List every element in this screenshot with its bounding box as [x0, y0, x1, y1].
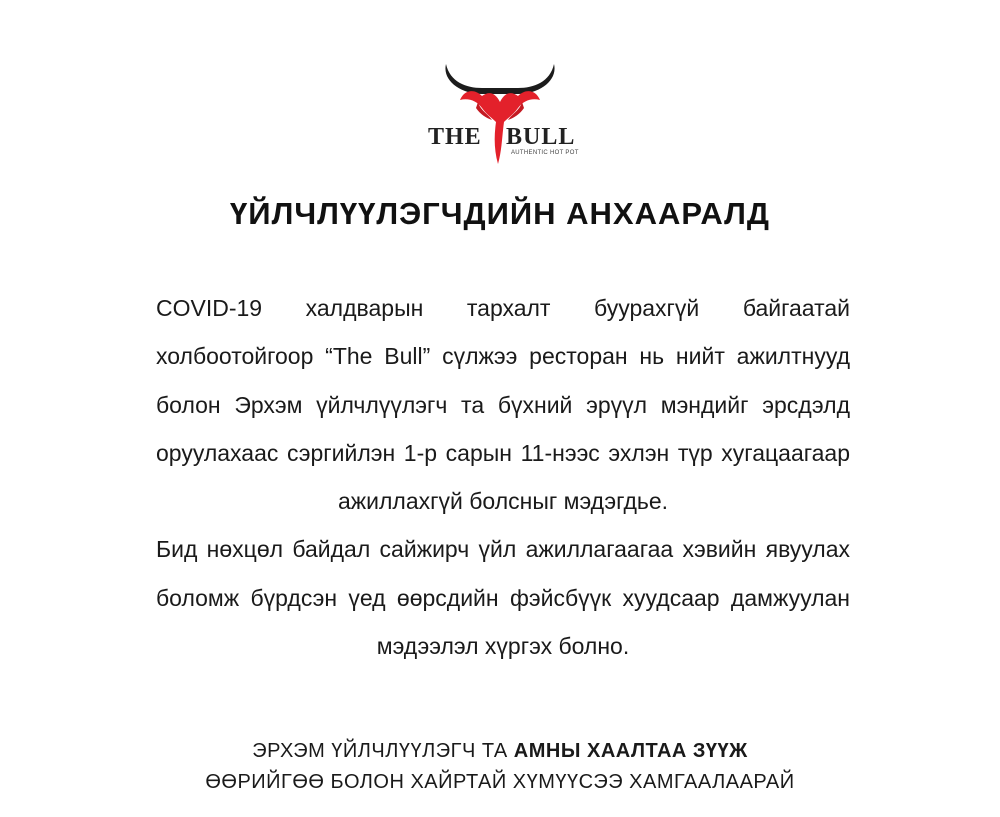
footer-line-1-regular: ЭРХЭМ ҮЙЛЧЛҮҮЛЭГЧ ТА [252, 740, 514, 762]
footer-line-1-bold: АМНЫ ХААЛТАА ЗҮҮЖ [513, 740, 748, 762]
brand-logo [420, 58, 580, 168]
logo-tagline: AUTHENTIC HOT POT [511, 150, 579, 156]
notice-body [156, 284, 850, 670]
footer-line-2: ӨӨРИЙГӨӨ БОЛОН ХАЙРТАЙ ХҮМҮҮСЭЭ ХАМГААЛААРАЙ [205, 771, 795, 793]
footer-message [0, 736, 1000, 798]
logo-word-the: THE [428, 124, 482, 150]
notice-paragraph-2: Бид нөхцөл байдал сайжирч үйл ажиллагаагаа хэвийн явуулах боломж бүрдсэн үед өөрсдийн фэйсбүүк хуудсаар дамжуулан мэдээлэл хүргэх болно. [156, 536, 850, 660]
notice-title: ҮЙЛЧЛҮҮЛЭГЧДИЙН АНХААРАЛД [230, 196, 770, 231]
logo-word-bull: BULL [506, 124, 576, 150]
notice-paragraph-1: COVID-19 халдварын тархалт буурахгүй байгаатай холбоотойгоор “The Bull” сүлжээ ресторан нь нийт ажилтнууд болон Эрхэм үйлчлүүлэгч та бүхний эрүүл мэндийг эрсдэлд оруулахаас сэргийлэн 1-р сарын 11-нээс эхлэн түр хугацаагаар ажиллахгүй болсныг мэдэгдье. [156, 295, 850, 515]
footer-line-1 [0, 736, 1000, 767]
